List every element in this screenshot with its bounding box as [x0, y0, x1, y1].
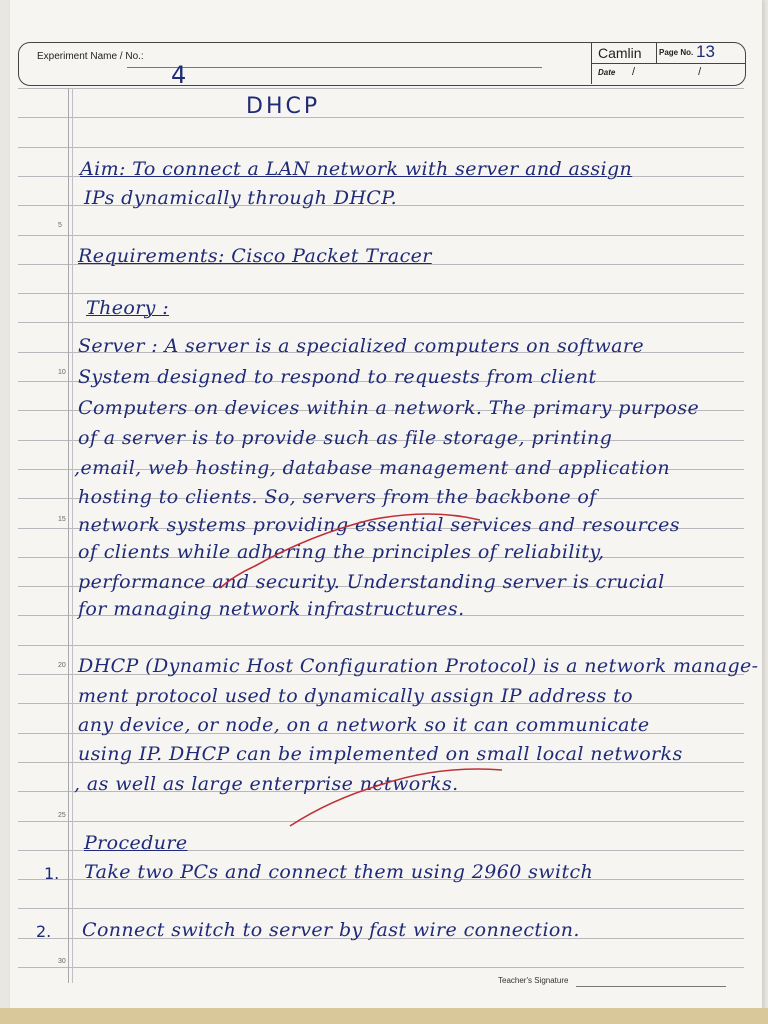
line-number: 10 — [58, 369, 66, 376]
procedure-step-text: Take two PCs and connect them using 2960 switch — [84, 861, 594, 883]
server-paragraph-line: Computers on devices within a network. The primary purpose — [78, 397, 700, 419]
aim-line: IPs dynamically through DHCP. — [84, 187, 398, 209]
teacher-signature-label: Teacher's Signature — [498, 976, 569, 985]
page-number-label: Page No. — [659, 48, 694, 57]
divider — [592, 63, 745, 64]
theory-heading: Theory : — [86, 297, 170, 319]
server-paragraph-line: for managing network infrastructures. — [78, 598, 465, 620]
ruled-line — [18, 645, 744, 646]
notebook-page — [10, 0, 762, 1020]
dhcp-paragraph-line: any device, or node, on a network so it can communicate — [78, 714, 650, 736]
server-paragraph-line: Server : A server is a specialized computers on software — [78, 335, 645, 357]
page-number-value: 13 — [696, 42, 715, 61]
teacher-signature-line — [576, 986, 726, 987]
ruled-line — [18, 967, 744, 968]
aim-line: Aim: To connect a LAN network with server and assign — [80, 158, 633, 180]
page-edge — [0, 1008, 768, 1024]
line-number: 5 — [58, 222, 62, 229]
ruled-line — [18, 88, 744, 89]
server-paragraph-line: hosting to clients. So, servers from the backbone of — [78, 486, 597, 508]
line-number: 20 — [58, 662, 66, 669]
server-paragraph-line: System designed to respond to requests from client — [78, 366, 597, 388]
line-number: 30 — [58, 958, 66, 965]
dhcp-paragraph-line: ment protocol used to dynamically assign IP address to — [78, 685, 633, 707]
ruled-line — [18, 235, 744, 236]
page-meta-box — [591, 42, 745, 84]
server-paragraph-line: performance and security. Understanding server is crucial — [78, 571, 665, 593]
ruled-line — [18, 908, 744, 909]
experiment-header — [18, 42, 746, 89]
experiment-underline — [127, 61, 542, 89]
procedure-step-number: 1. — [44, 864, 60, 883]
date-value: / / — [632, 66, 732, 78]
experiment-label: Experiment Name / No.: — [37, 51, 144, 62]
server-paragraph-line: network systems providing essential services and resources — [78, 514, 680, 536]
procedure-step-number: 2. — [36, 922, 52, 941]
dhcp-paragraph-line: DHCP (Dynamic Host Configuration Protocol) is a network manage- — [78, 655, 759, 677]
date-label: Date — [598, 68, 616, 77]
ruled-line — [18, 821, 744, 822]
procedure-step-text: Connect switch to server by fast wire connection. — [82, 919, 580, 941]
server-paragraph-line: of clients while adhering the principles of reliability, — [78, 541, 605, 563]
procedure-heading: Procedure — [84, 832, 188, 854]
experiment-number: 4 — [171, 61, 187, 89]
dhcp-paragraph-line: using IP. DHCP can be implemented on small local networks — [78, 743, 683, 765]
divider — [656, 42, 657, 63]
ruled-line — [18, 293, 744, 294]
ruled-line — [18, 147, 744, 148]
line-number: 15 — [58, 516, 66, 523]
margin-line — [68, 88, 69, 983]
margin-line-inner — [72, 88, 73, 983]
requirements-line: Requirements: Cisco Packet Tracer — [78, 245, 432, 267]
server-paragraph-line: ,email, web hosting, database management and application — [74, 457, 670, 479]
dhcp-paragraph-line: , as well as large enterprise networks. — [74, 773, 459, 795]
ruled-line — [18, 322, 744, 323]
ruled-line — [18, 117, 744, 118]
server-paragraph-line: of a server is to provide such as file storage, printing — [78, 427, 613, 449]
brand-label: Camlin — [598, 45, 642, 61]
page-title: DHCP — [246, 94, 321, 119]
line-number: 25 — [58, 812, 66, 819]
